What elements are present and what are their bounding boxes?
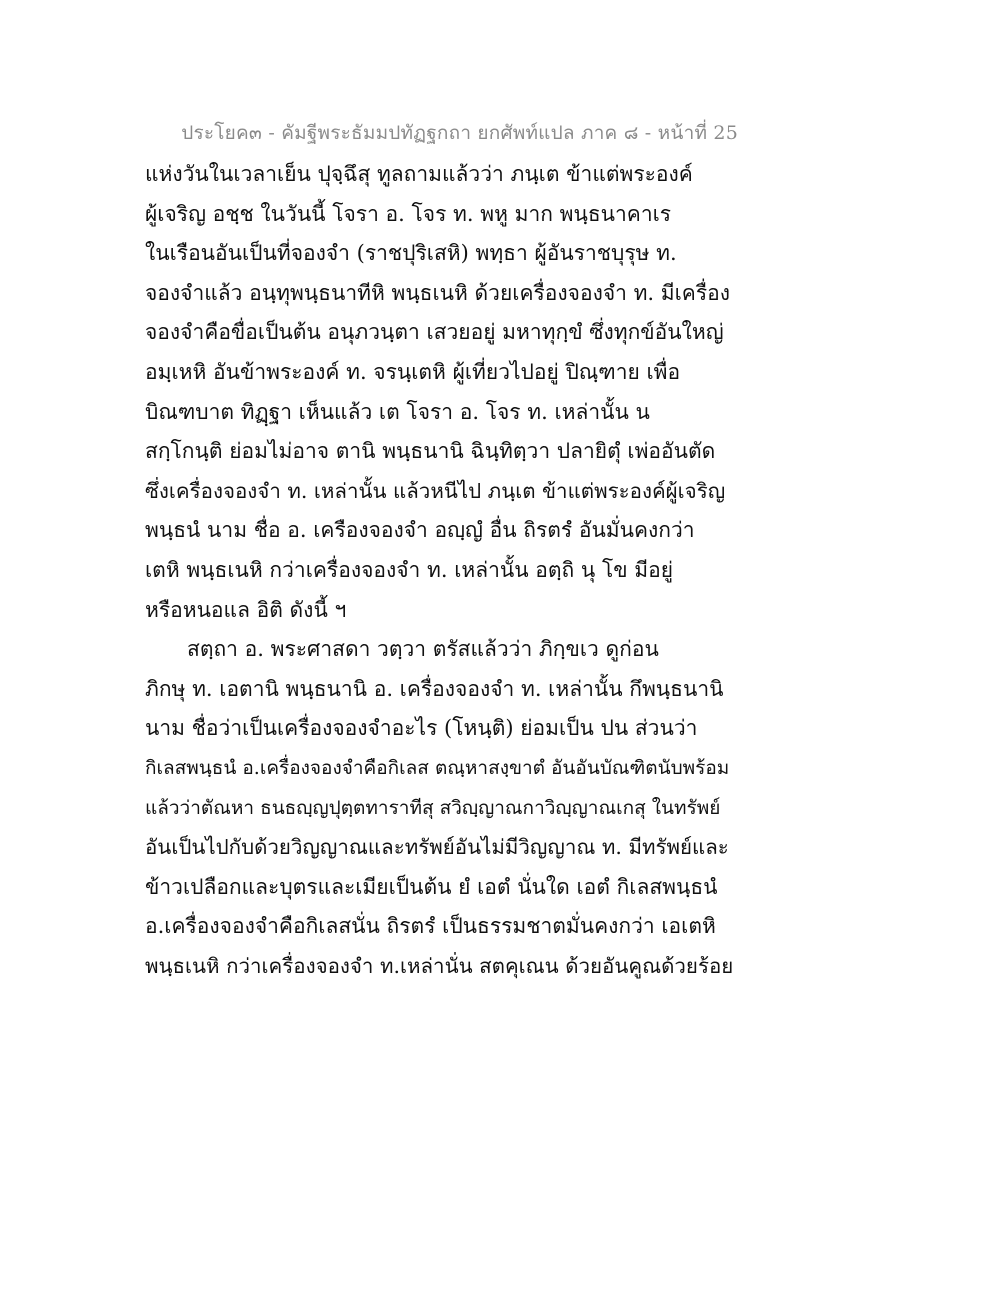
text-line: ในเรือนอันเป็นที่จองจำ (ราชปุริเสหิ) พทฺธา ผู้อันราชบุรุษ ท.	[145, 241, 677, 266]
text-line: จองจำแล้ว อนฺทุพนฺธนาทีหิ พนฺธเนหิ ด้วยเครื่องจองจำ ท. มีเครื่อง	[145, 280, 730, 305]
text-line: ภิกษุ ท. เอตานิ พนฺธนานิ อ. เครื่องจองจำ ท. เหล่านั้น กึพนฺธนานิ	[145, 676, 724, 701]
text-line: เตหิ พนฺธเนหิ กว่าเครื่องจองจำ ท. เหล่านั้น อตฺถิ นุ โข มีอยู่	[145, 557, 674, 582]
text-line: อมฺเหหิ อันข้าพระองค์ ท. จรนฺเตหิ ผู้เที่ยวไปอยู่ ปิณฺฑาย เพื่อ	[145, 359, 681, 384]
text-line: พนฺธเนหิ กว่าเครื่องจองจำ ท.เหล่านั่น สตคุเณน ด้วยอันคูณด้วยร้อย	[145, 953, 734, 978]
text-line: ซึ่งเครื่องจองจำ ท. เหล่านั้น แล้วหนีไป ภนฺเต ข้าแต่พระองค์ผู้เจริญ	[145, 478, 726, 503]
text-line: แล้วว่าตัณหา ธนธญฺญปุตฺตทาราทีสุ สวิญฺญาณกาวิญฺญาณเกสุ ในทรัพย์	[145, 796, 721, 819]
text-line: นาม ชื่อว่าเป็นเครื่องจองจำอะไร (โหนฺติ) ย่อมเป็น ปน ส่วนว่า	[145, 716, 698, 741]
text-line: กิเลสพนฺธนํ อ.เครื่องจองจำคือกิเลส ตณฺหาสงฺขาตํ อันอันบัณฑิตนับพร้อม	[145, 756, 730, 779]
paragraph-start-line: สตฺถา อ. พระศาสดา วตฺวา ตรัสแล้วว่า ภิกฺขเว ดูก่อน	[187, 637, 659, 662]
text-line: หรือหนอแล อิติ ดังนี้ ฯ	[145, 597, 347, 622]
running-header: ประโยค๓ - คัมฐีพระธัมมปทัฏฐกถา ยกศัพท์แปล ภาค ๘ - หน้าที่ 25	[181, 122, 738, 144]
text-line: ข้าวเปลือกและบุตรและเมียเป็นต้น ยํ เอตํ นั่นใด เอตํ กิเลสพนฺธนํ	[145, 874, 718, 899]
text-line: บิณฑบาต ทิฏฺฐา เห็นแล้ว เต โจรา อ. โจร ท. เหล่านั้น น	[145, 399, 650, 424]
text-line: พนฺธนํ นาม ชื่อ อ. เครืองจองจำ อญฺญํ อื่น ถิรตรํ อันมั่นคงกว่า	[145, 518, 695, 543]
text-line: อันเป็นไปกับด้วยวิญญาณและทรัพย์อันไม่มีวิญญาณ ท. มีทรัพย์และ	[145, 835, 729, 860]
text-line: อ.เครื่องจองจำคือกิเลสนั่น ถิรตรํ เป็นธรรมชาตมั่นคงกว่า เอเตหิ	[145, 914, 716, 939]
text-line: ผู้เจริญ อชฺช ในวันนี้ โจรา อ. โจร ท. พหู มาก พนฺธนาคาเร	[145, 201, 672, 226]
text-line: สกฺโกนฺติ ย่อมไม่อาจ ตานิ พนฺธนานิ ฉินฺทิตฺวา ปลายิตุํ เพ่ออันตัด	[145, 439, 716, 464]
text-line: จองจำคือขื่อเป็นต้น อนุภวนฺตา เสวยอยู่ มหาทุกฺขํ ซึ่งทุกข์อันใหญ่	[145, 320, 724, 345]
body-text	[145, 155, 734, 986]
text-line: แห่งวันในเวลาเย็น ปุจฺฉึสุ ทูลถามแล้วว่า ภนฺเต ข้าแต่พระองค์	[145, 162, 693, 186]
